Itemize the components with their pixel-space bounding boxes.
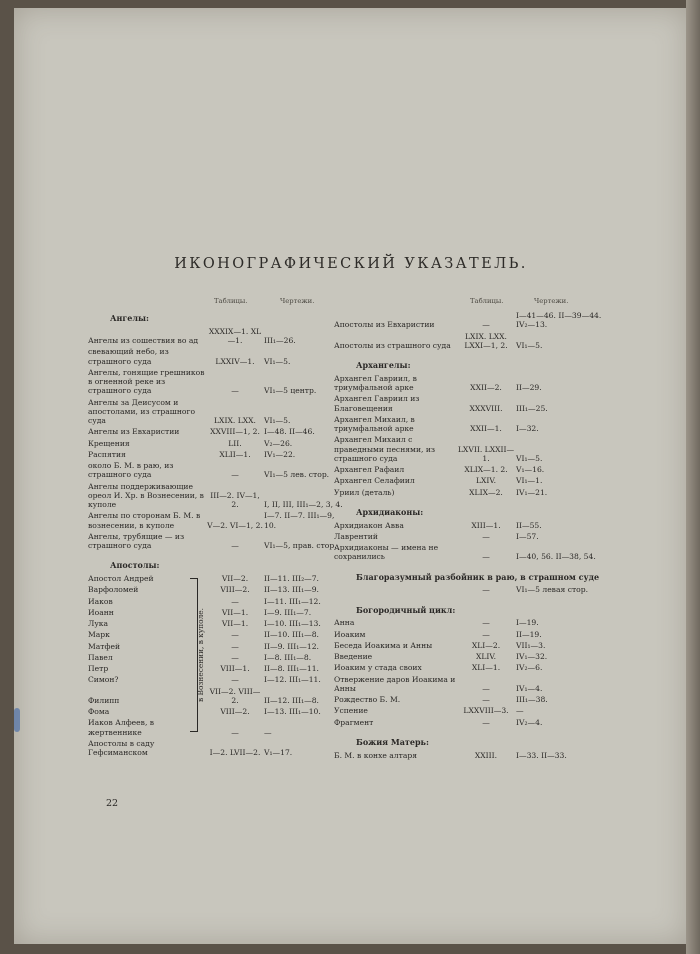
right-column-header [334,295,614,311]
entry-drawing-ref: VII₁—3. [516,640,546,650]
entry-drawing-ref: IV₁—22. [264,449,296,459]
entry-table-ref: XXXVIII. [469,403,503,413]
entry-table-ref: XXII—2. [470,383,502,392]
entry-name: Лаврентий [334,531,378,541]
entry-name: Ангелы по сторонам Б. М. в вознесении, в куполе [88,511,201,530]
entry-table-ref: LXVII. LXXII—1. [457,444,515,463]
entry-table-ref: — [482,320,490,330]
section-gap [334,597,614,603]
index-entry [88,327,346,346]
entry-table-ref: — [231,641,239,651]
entry-table-ref: XLI—1. [471,663,501,673]
tables-header: Таблицы. [214,297,248,305]
index-entry [334,332,614,351]
index-entry [334,630,614,639]
entry-name: Иаков Алфеев, в жертвеннике [88,718,155,737]
entry-table-ref: — [482,531,490,541]
index-entry [334,374,614,393]
entry-drawing-ref: I—13. III₁—10. [264,707,321,716]
entry-name: Апостолы из страшного суда [334,340,451,350]
entry-table-ref: — [231,675,239,685]
entry-table-ref: VIII—2. [220,585,250,595]
entry-name: Б. М. в конхе алтаря [334,750,418,760]
tables-header: Таблицы. [470,297,504,305]
entry-drawing-ref: II—10. III₁—8. [264,630,319,640]
entry-name: Марк [88,630,110,640]
entry-name: Архидиакон Авва [334,520,404,530]
entry-table-ref: — [482,629,490,639]
entry-drawing-ref: I, II, III, III₁—2, 3, 4. [264,500,343,509]
index-entry [88,653,346,662]
entry-drawing-ref: III₁—38. [516,695,548,704]
index-entry [334,585,614,594]
entry-drawing-ref: I—32. [516,424,539,433]
entry-drawing-ref: VI₁—5. [264,356,291,366]
entry-drawing-ref: VI₁—5, прав. стор. [264,541,337,550]
section-gap [334,499,614,505]
entry-name: Введение [334,652,373,661]
index-entry [334,532,614,541]
entry-drawing-ref: I—33. II—33. [516,750,567,760]
index-entry [334,488,614,497]
section-gap [334,564,614,570]
entry-name: Архангел Михаил, в триумфальной арке [334,414,415,433]
index-entry [88,347,346,366]
index-entry [88,427,346,436]
entry-name: Архангел Селафиил [334,476,415,486]
section-gap [88,759,346,765]
index-entry [334,706,614,715]
entry-table-ref: — [231,470,239,480]
index-entry [88,450,346,459]
entry-name: Ангелы за Деисусом и апостолами, из страшного суда [88,397,196,425]
entry-table-ref: XXVIII—1, 2. [210,427,260,437]
index-entry [334,641,614,650]
entry-drawing-ref: II—8. III₁—11. [264,664,319,673]
entry-table-ref: LXIX. LXX. LXXI—1, 2. [464,331,508,350]
document-page [14,8,688,944]
section-heading: Божия Матерь: [356,736,429,747]
entry-drawing-ref: IV₂—4. [516,717,543,727]
entry-drawing-ref: VI₁—5 лев. стор. [264,470,330,480]
entry-name: Симон? [88,675,119,685]
index-entry [334,435,614,463]
index-entry [88,482,346,510]
entry-name: Рождество Б. М. [334,695,401,704]
entry-drawing-ref: VI₁—5. [516,453,543,463]
entry-table-ref: LII. [228,438,242,448]
entry-drawing-ref: IV₂—6. [516,663,543,673]
entry-drawing-ref: I—9. III₁—7. [264,607,312,617]
entry-table-ref: XLIV. [475,652,497,661]
entry-name: свевающий небо, из страшного суда [88,347,169,366]
entry-drawing-ref: IV₁—4. [516,683,543,693]
index-entry [334,543,614,562]
entry-table-ref: — [482,717,490,727]
entry-name: Ангелы из Евхаристии [88,427,180,437]
entry-drawing-ref: I—48. II—46. [264,427,315,437]
index-entry [88,707,346,716]
entry-table-ref: — [482,683,490,693]
entry-drawing-ref: VI₁—5. [516,340,543,350]
entry-table-ref: XLIX—1. 2. [464,465,508,474]
index-entry [88,630,346,639]
entry-name: Архангел Гавриил, в триумфальной арке [334,373,417,392]
entry-table-ref: III—2. IV—1, 2. [210,490,260,509]
entry-table-ref: LXIV. [475,476,497,486]
entry-drawing-ref: I—57. [516,531,539,541]
left-column [88,295,346,765]
brace-label: в Вознесении, в куполе. [196,608,205,702]
index-entry [88,368,346,396]
entry-name: Фома [88,707,110,716]
entry-table-ref: VII—1. [221,619,249,628]
page-title: ИКОНОГРАФИЧЕСКИЙ УКАЗАТЕЛЬ. [174,256,528,272]
index-entry [334,652,614,661]
section-heading: Архидиаконы: [356,506,424,517]
entry-drawing-ref: II—11. III₂—7. [264,574,319,583]
entry-drawing-ref: II—13. III₁—9. [264,585,319,595]
entry-table-ref: — [482,585,490,595]
entry-table-ref: XLI—2. [471,640,501,650]
index-entry [88,439,346,448]
entry-name: Анна [334,618,355,628]
page-number: 22 [106,798,119,809]
right-entries [334,311,614,768]
entry-drawing-ref: V₁—16. [516,465,545,474]
entry-drawing-ref: IV₁—32. [516,652,548,661]
index-entry [88,675,346,684]
entry-drawing-ref: I—19. [516,618,539,628]
entry-name: Отвержение даров Иоакима и Анны [334,674,456,693]
entry-name: около Б. М. в раю, из страшного суда [88,461,174,480]
index-entry [88,511,346,530]
entry-drawing-ref: I—8. III₁—8. [264,652,312,662]
entry-name: Иоаким у стада своих [334,663,422,673]
left-entries [88,314,346,765]
section-heading: Архангелы: [356,360,411,370]
index-entry [334,695,614,704]
index-entry [88,619,346,628]
entry-name: Архангел Гавриил из Благовещения [334,394,420,413]
entry-name: Ангелы, трубящие — из страшного суда [88,531,185,550]
entry-name: Беседа Иоакима и Анны [334,640,433,650]
section-heading: Ангелы: [110,313,149,323]
entry-table-ref: VIII—1. [220,664,250,673]
entry-drawing-ref: I—12. III₁—11. [264,675,321,685]
index-entry [334,415,614,434]
index-entry [88,532,346,551]
entry-drawing-ref: I—7. II—7. III₁—9, 10. [264,511,335,530]
entry-table-ref: — [231,652,239,662]
apostles-group [88,574,346,757]
index-entry [88,597,346,606]
entry-name: Крещения [88,438,130,448]
entry-drawing-ref: IV₁—21. [516,487,548,497]
index-entry [88,687,346,706]
entry-drawing-ref: V₁—17. [264,748,293,757]
drawings-header: Чертежи. [280,297,315,305]
entry-table-ref: XLIX—2. [469,487,503,497]
entry-name: Ангелы, гонящие грешников в огненной реке из страшного суда [88,367,205,396]
index-entry [88,664,346,673]
entry-drawing-ref: II—19. [516,629,542,639]
entry-table-ref: XIII—1. [471,520,501,530]
entry-name: Петр [88,664,109,673]
entry-name: Распятия [88,449,126,459]
entry-table-ref: VII—2. [221,574,249,583]
entry-name: Фрагмент [334,717,374,727]
section-gap [334,352,614,358]
left-column-header [88,295,346,311]
index-entry [334,751,614,760]
section-heading: Богородичный цикл: [356,604,456,615]
index-entry [88,585,346,594]
index-entry [334,718,614,727]
entry-drawing-ref: II—55. [516,520,542,530]
index-entry [334,521,614,530]
entry-table-ref: VIII—2. [220,707,250,716]
index-entry [88,718,346,737]
entry-drawing-ref: V₂—26. [264,438,293,448]
entry-name: Иоанн [88,607,114,617]
entry-drawing-ref: II—9. III₁—12. [264,641,319,651]
index-entry [88,608,346,617]
right-column [334,295,614,768]
index-entry [88,642,346,651]
section-heading: Благоразумный разбойник в раю, в страшном суде [356,571,600,582]
entry-name: Уриил (деталь) [334,487,395,497]
entry-table-ref: LXXIV—1. [215,356,255,366]
entry-table-ref: — [482,618,490,628]
entry-table-ref: I—2. LVII—2. [209,748,261,757]
entry-name: Ангелы поддерживающие ореол И. Хр. в Вознесении, в куполе [88,481,204,509]
entry-name: Иоаким [334,629,366,639]
entry-drawing-ref: VI₁—1. [516,476,543,486]
entry-table-ref: XLII—1. [219,449,251,459]
entry-name: Архангел Рафаил [334,465,405,474]
index-entry [88,739,346,758]
entry-table-ref: — [231,596,239,606]
entry-drawing-ref: II—12. III₁—8. [264,695,319,705]
ink-stain [14,708,20,732]
entry-name: Иаков [88,596,113,606]
index-entry [334,465,614,474]
entry-table-ref: — [231,727,239,737]
entry-table-ref: VII—2. VIII—2. [209,686,261,705]
index-entry [334,394,614,413]
entry-name: Матфей [88,641,121,651]
entry-drawing-ref: I—40, 56. II—38, 54. [516,552,596,562]
entry-name: Филипп [88,695,120,705]
entry-table-ref: LXIX. LXX. [214,416,256,425]
entry-name: Успение [334,706,368,716]
entry-drawing-ref: — [264,727,272,737]
entry-name: Архангел Михаил с праведными песнями, из страшного суда [334,435,436,463]
entry-table-ref: — [231,386,239,396]
index-entry [334,618,614,627]
drawings-header: Чертежи. [534,297,569,305]
section-gap [334,762,614,768]
entry-drawing-ref: III₁—25. [516,403,548,413]
index-entry [88,461,346,480]
entry-drawing-ref: II—29. [516,383,542,392]
entry-table-ref: — [482,695,490,704]
index-entry [334,311,614,330]
index-entry [88,574,346,583]
entry-name: Лука [88,619,109,628]
entry-name: Апостолы из Евхаристии [334,320,435,330]
entry-table-ref: — [231,541,239,550]
entry-name: Варфоломей [88,585,139,595]
entry-name: Архидиаконы — имена не сохранились [334,543,439,562]
index-entry [334,675,614,694]
entry-drawing-ref: I—41—46. II—39—44. IV₂—13. [516,311,602,330]
entry-drawing-ref: — [516,706,524,716]
entry-table-ref: LXXVIII—3. [463,706,509,716]
entry-table-ref: XXII—1. [470,424,502,433]
entry-drawing-ref: VI₁—5 левая стор. [516,585,588,595]
section-gap [334,729,614,735]
entry-drawing-ref: I—10. III₁—13. [264,619,321,628]
entry-name: Павел [88,652,113,662]
entry-table-ref: — [482,552,490,562]
page-edge [686,0,700,954]
entry-drawing-ref: III₁—26. [264,336,296,345]
entry-table-ref: V—2. VI—1, 2. [207,520,263,530]
entry-table-ref: VII—1. [221,607,249,617]
entry-name: Апостолы в саду Гефсиманском [88,738,155,757]
entry-name: Ангелы из сошествия во ад [88,336,199,345]
entry-name: Апостол Андрей [88,574,154,583]
entry-table-ref: XXXIX—1. XL—1. [208,326,262,345]
index-entry [88,398,346,426]
index-entry [334,476,614,485]
entry-drawing-ref: VI₁—5 центр. [264,386,317,396]
section-heading: Апостолы: [110,560,160,571]
section-gap [88,552,346,558]
entry-drawing-ref: I—11. III₁—12. [264,596,321,606]
entry-table-ref: — [231,630,239,640]
entry-table-ref: XXIII. [474,750,498,760]
index-entry [334,663,614,672]
entry-drawing-ref: VI₁—5. [264,416,291,425]
